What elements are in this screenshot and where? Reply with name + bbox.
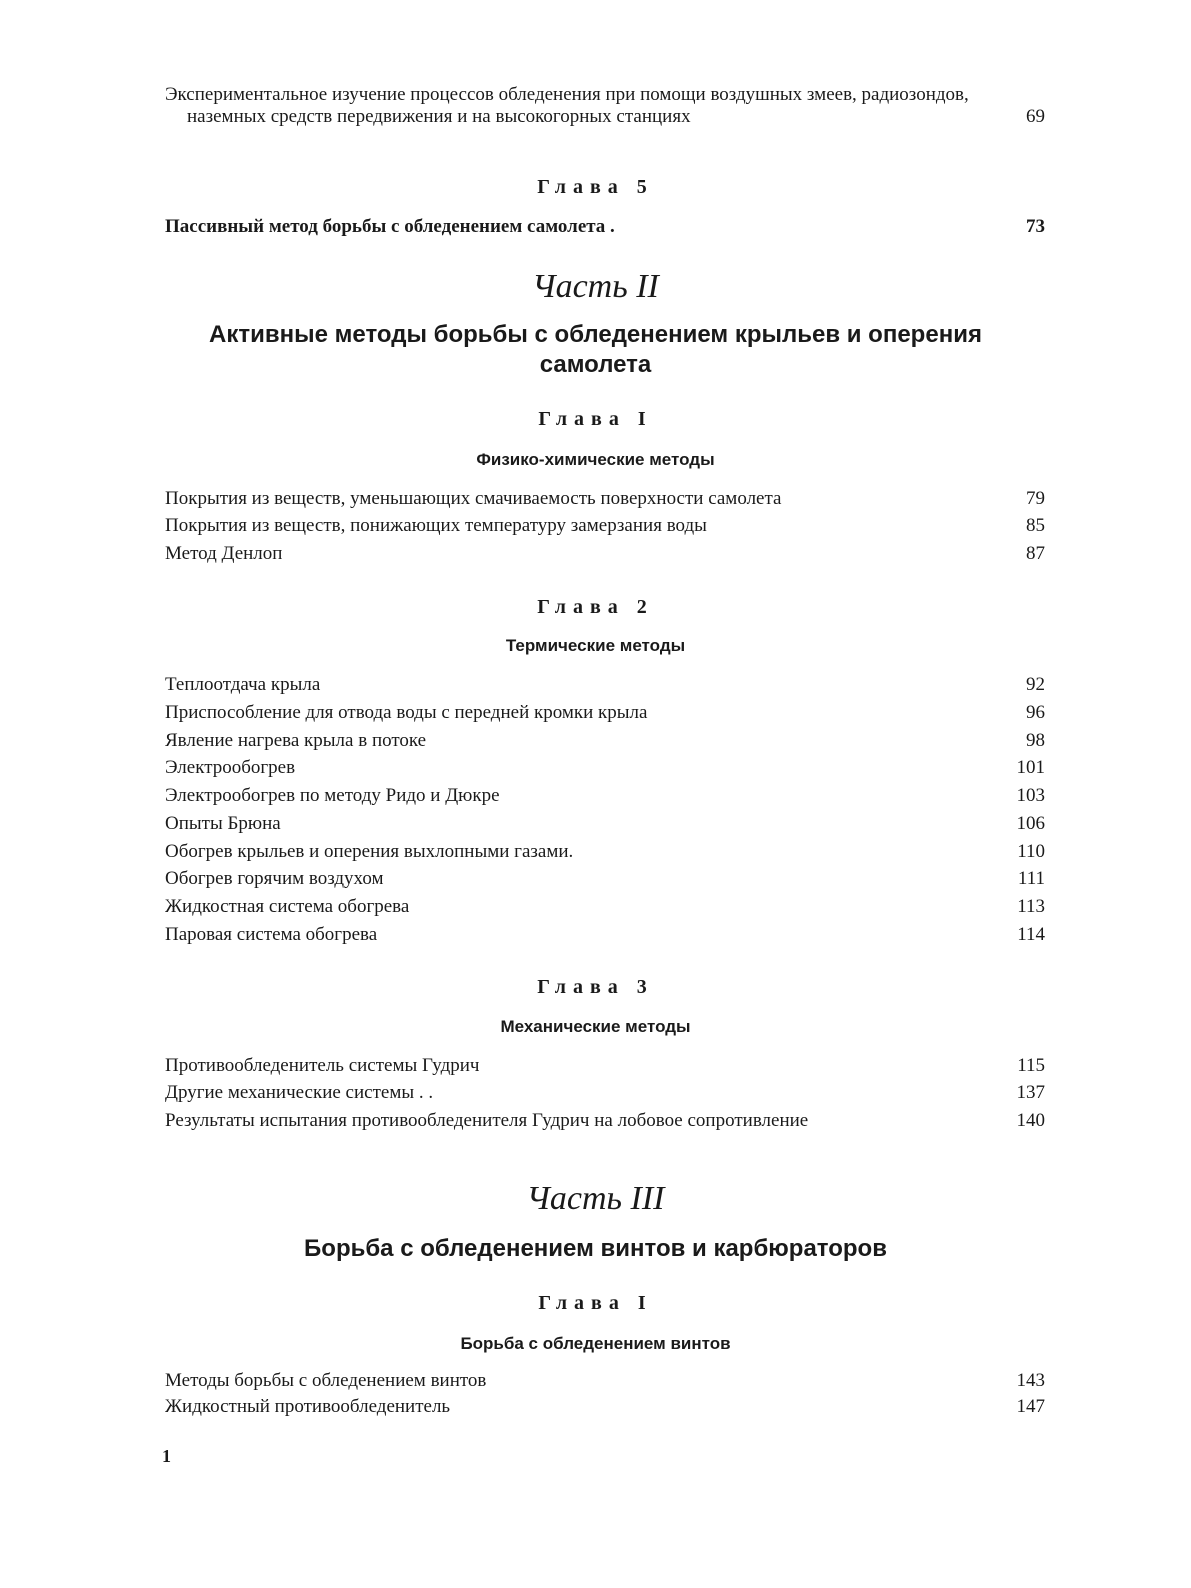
toc-entry [165,216,1045,238]
chapter-heading: Глава 2 [537,596,654,618]
toc-entry-page: 92 [1026,674,1045,695]
toc-entry-text: Опыты Брюна [165,813,281,834]
toc-entry [165,1082,1045,1104]
toc-entry-page: 85 [1026,515,1045,536]
toc-entry-text: Обогрев горячим воздухом [165,868,384,889]
toc-entry-page: 137 [1016,1082,1045,1103]
toc-entry-page: 111 [1017,868,1045,889]
toc-entry [165,488,1045,510]
toc-entry-page: 110 [1017,841,1045,862]
chapter-title: Физико-химические методы [476,450,715,469]
toc-entry [165,868,1045,890]
toc-entry-text: Явление нагрева крыла в потоке [165,730,427,751]
toc-entry-text: Обогрев крыльев и оперения выхлопными газами. [165,841,574,862]
toc-entry [165,841,1045,863]
part-title: Активные методы борьбы с обледенением крыльев и оперения самолета [209,321,982,378]
part-heading: Часть III [526,1180,665,1217]
toc-entry [165,515,1045,537]
toc-entry-text: Другие механические системы . . [165,1082,434,1103]
toc-entry-page: 113 [1017,896,1045,917]
toc-entry-page: 69 [1026,106,1045,127]
toc-entry-text: Противообледенитель системы Гудрич [165,1055,480,1076]
toc-entry [165,1396,1045,1418]
chapter-heading: Глава I [538,408,653,430]
chapter-title: Механические методы [500,1017,691,1036]
toc-entry [165,730,1045,752]
toc-entry [165,813,1045,835]
toc-entry-text: Метод Денлоп [165,543,283,564]
toc-entry-page: 79 [1026,488,1045,509]
part-heading: Часть II [532,268,659,305]
chapter-title: Борьба с обледенением винтов [460,1334,731,1353]
toc-entry-page: 114 [1017,924,1045,945]
toc-entry-text: Электрообогрев [165,757,296,778]
toc-entry [165,84,1045,128]
toc-entry-text: Жидкостный противообледенитель [165,1396,451,1417]
toc-entry-text: Результаты испытания противообледенителя Гудрич на лобовое сопротивление [165,1110,809,1131]
toc-entry-page: 115 [1017,1055,1045,1076]
toc-entry-text: Покрытия из веществ, понижающих температуру замерзания воды [165,515,707,536]
toc-entry [165,702,1045,724]
page-number: 1 [162,1446,171,1466]
toc-entry-text: Паровая система обогрева [165,924,378,945]
toc-entry-text: Экспериментальное изучение процессов обледенения при помощи воздушных змеев, радиозондов, наземных средств передвижения и на высокогорных станциях [165,84,969,127]
toc-entry-page: 147 [1016,1396,1045,1417]
part-title: Борьба с обледенением винтов и карбюраторов [304,1235,887,1262]
toc-entry [165,896,1045,918]
toc-entry-page: 106 [1016,813,1045,834]
toc-entry [165,757,1045,779]
toc-entry [165,1370,1045,1392]
chapter-title: Термические методы [505,636,686,655]
toc-entry [165,1110,1045,1132]
toc-entry-page: 87 [1026,543,1045,564]
toc-entry [165,1055,1045,1077]
toc-entry-text: Пассивный метод борьбы с обледенением самолета . [165,216,615,237]
toc-entry-page: 96 [1026,702,1045,723]
toc-entry [165,785,1045,807]
toc-entry-page: 103 [1016,785,1045,806]
chapter-heading: Глава I [538,1292,653,1314]
toc-entry-text: Методы борьбы с обледенением винтов [165,1370,487,1391]
toc-entry-text: Приспособление для отвода воды с передней кромки крыла [165,702,648,723]
toc-entry-page: 98 [1026,730,1045,751]
toc-entry [165,924,1045,946]
toc-entry-text: Покрытия из веществ, уменьшающих смачиваемость поверхности самолета [165,488,782,509]
toc-entry-text: Электрообогрев по методу Ридо и Дюкре [165,785,500,806]
toc-entry-page: 73 [1026,216,1045,237]
toc-entry [165,674,1045,696]
toc-entry-page: 143 [1016,1370,1045,1391]
toc-entry-page: 140 [1016,1110,1045,1131]
toc-entry-text: Жидкостная система обогрева [165,896,410,917]
toc-entry-text: Теплоотдача крыла [165,674,321,695]
chapter-heading: Глава 3 [537,976,654,998]
toc-entry-page: 101 [1016,757,1045,778]
chapter-heading: Глава 5 [537,176,654,198]
toc-entry [165,543,1045,565]
